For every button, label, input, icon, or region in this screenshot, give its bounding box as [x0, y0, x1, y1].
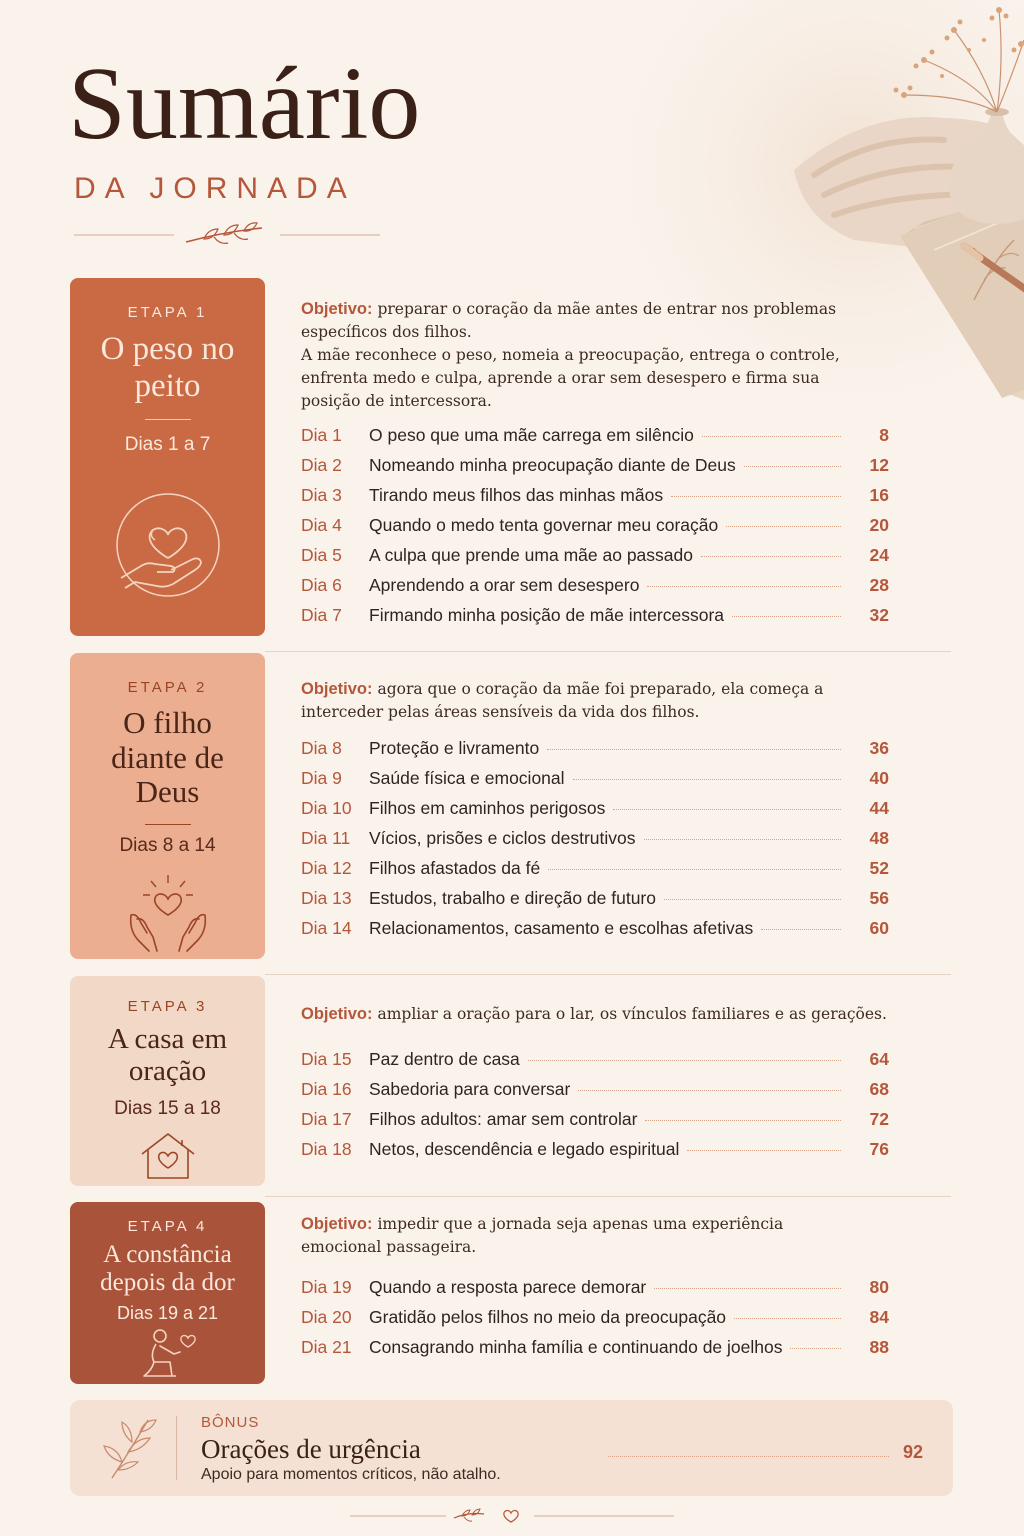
item-title: Gratidão pelos filhos no meio da preocupação	[369, 1307, 727, 1327]
day-label: Dia 10	[301, 798, 352, 818]
list-item[interactable]	[301, 575, 889, 605]
etapa-label: ETAPA 1	[127, 304, 208, 321]
item-title: Relacionamentos, casamento e escolhas afetivas	[369, 918, 754, 938]
dot-leader	[671, 496, 841, 497]
page-number: 24	[869, 545, 889, 565]
etapa-4-objective	[301, 1213, 861, 1259]
kneeling-person-heart-icon	[136, 1326, 200, 1380]
etapa-days: Dias 19 a 21	[116, 1303, 219, 1323]
objective-extra-text: A mãe reconhece o peso, nomeia a preocupação, entrega o controle, enfrenta medo e culpa, aprende a orar sem desespero e firma sua posição de intercessora.	[301, 346, 840, 410]
page-number: 20	[869, 515, 889, 535]
list-item[interactable]	[301, 515, 889, 545]
etapa-3-objective	[301, 1003, 921, 1026]
list-item[interactable]	[301, 1277, 889, 1307]
day-label: Dia 12	[301, 858, 352, 878]
objective-text: ampliar a oração para o lar, os vínculos familiares e as gerações.	[377, 1005, 887, 1023]
bonus-card[interactable]	[70, 1400, 953, 1496]
page-number: 84	[869, 1307, 889, 1327]
page-number: 60	[869, 918, 889, 938]
objective-key: Objetivo:	[301, 1215, 373, 1233]
day-label: Dia 5	[301, 545, 342, 565]
item-title: Firmando minha posição de mãe intercessora	[369, 605, 725, 625]
etapa-label: ETAPA 4	[127, 1218, 208, 1235]
dot-leader	[732, 616, 841, 617]
day-label: Dia 13	[301, 888, 352, 908]
dot-leader	[645, 1120, 841, 1121]
page-number: 44	[869, 798, 889, 818]
item-title: Filhos adultos: amar sem controlar	[369, 1109, 638, 1129]
day-label: Dia 16	[301, 1079, 352, 1099]
praying-hands-heart-icon	[123, 871, 213, 955]
list-item[interactable]	[301, 485, 889, 515]
item-title: Quando o medo tenta governar meu coração	[369, 515, 719, 535]
etapa-4-list	[301, 1277, 889, 1367]
etapa-2-objective	[301, 678, 861, 724]
etapa-name: O filho diante de Deus	[111, 705, 224, 810]
dot-leader	[744, 466, 841, 467]
objective-text: agora que o coração da mãe foi preparado, ela começa a interceder pelas áreas sensíveis da vida dos filhos.	[301, 680, 824, 721]
bonus-label: BÔNUS	[201, 1414, 260, 1431]
bonus-divider	[176, 1416, 177, 1480]
day-label: Dia 20	[301, 1307, 352, 1327]
dot-leader	[687, 1150, 841, 1151]
item-title: Paz dentro de casa	[369, 1049, 520, 1069]
etapa-2-list	[301, 738, 889, 948]
heart-in-hand-icon	[113, 490, 223, 600]
objective-key: Objetivo:	[301, 300, 373, 318]
dot-leader	[548, 869, 841, 870]
page-number: 32	[869, 605, 889, 625]
etapa-days: Dias 8 a 14	[119, 835, 216, 857]
etapa-4-card	[70, 1202, 265, 1384]
etapa-label: ETAPA 3	[127, 998, 208, 1015]
bonus-subtitle: Apoio para momentos críticos, não atalho.	[201, 1466, 501, 1483]
etapa-days: Dias 1 a 7	[124, 433, 211, 455]
list-item[interactable]	[301, 1049, 889, 1079]
list-item[interactable]	[301, 918, 889, 948]
dot-leader	[608, 1456, 889, 1457]
item-title: Aprendendo a orar sem desespero	[369, 575, 640, 595]
etapa-divider	[145, 824, 191, 825]
list-item[interactable]	[301, 858, 889, 888]
dot-leader	[578, 1090, 841, 1091]
list-item[interactable]	[301, 768, 889, 798]
page-number: 68	[869, 1079, 889, 1099]
day-label: Dia 8	[301, 738, 342, 758]
list-item[interactable]	[301, 1109, 889, 1139]
dot-leader	[654, 1288, 841, 1289]
list-item[interactable]	[301, 888, 889, 918]
item-title: Proteção e livramento	[369, 738, 540, 758]
item-title: Estudos, trabalho e direção de futuro	[369, 888, 656, 908]
bonus-page-number: 92	[902, 1442, 923, 1462]
page-number: 28	[869, 575, 889, 595]
day-label: Dia 3	[301, 485, 342, 505]
etapa-2-section	[265, 651, 951, 975]
item-title: Tirando meus filhos das minhas mãos	[369, 485, 664, 505]
item-title: Filhos afastados da fé	[369, 858, 541, 878]
list-item[interactable]	[301, 545, 889, 575]
list-item[interactable]	[301, 828, 889, 858]
etapa-1-section	[265, 277, 951, 651]
dot-leader	[761, 929, 841, 930]
dot-leader	[734, 1318, 841, 1319]
list-item[interactable]	[301, 1307, 889, 1337]
etapa-3-card	[70, 976, 265, 1186]
etapa-4-section	[265, 1196, 951, 1392]
dot-leader	[613, 809, 841, 810]
footer-divider-heart-icon	[350, 1504, 674, 1528]
day-label: Dia 11	[301, 828, 351, 848]
objective-key: Objetivo:	[301, 1005, 373, 1023]
etapa-days: Dias 15 a 18	[114, 1097, 221, 1119]
list-item[interactable]	[301, 798, 889, 828]
page-subtitle: DA JORNADA	[74, 172, 356, 205]
day-label: Dia 19	[301, 1277, 352, 1297]
page-number: 8	[879, 425, 889, 445]
page-title: Sumário	[68, 46, 421, 161]
dot-leader	[528, 1060, 841, 1061]
dot-leader	[790, 1348, 841, 1349]
etapa-name: A casa em oração	[107, 1023, 228, 1088]
item-title: Filhos em caminhos perigosos	[369, 798, 606, 818]
day-label: Dia 18	[301, 1139, 352, 1159]
objective-key: Objetivo:	[301, 680, 373, 698]
etapa-name: O peso no peito	[100, 331, 235, 404]
day-label: Dia 21	[301, 1337, 352, 1357]
list-item[interactable]	[301, 1337, 889, 1367]
page-number: 16	[869, 485, 889, 505]
page-number: 80	[869, 1277, 889, 1297]
house-heart-icon	[138, 1130, 198, 1180]
dot-leader	[664, 899, 841, 900]
etapa-name: A constância depois da dor	[100, 1241, 235, 1296]
etapa-1-list	[301, 425, 889, 635]
dot-leader	[644, 839, 842, 840]
list-item[interactable]	[301, 1139, 889, 1169]
item-title: Netos, descendência e legado espiritual	[369, 1139, 680, 1159]
dot-leader	[702, 436, 841, 437]
etapa-2-card	[70, 653, 265, 959]
list-item[interactable]	[301, 605, 889, 635]
day-label: Dia 6	[301, 575, 342, 595]
page-number: 76	[869, 1139, 889, 1159]
item-title: O peso que uma mãe carrega em silêncio	[369, 425, 694, 445]
list-item[interactable]	[301, 455, 889, 485]
page-number: 64	[869, 1049, 889, 1069]
objective-text: impedir que a jornada seja apenas uma experiência emocional passageira.	[301, 1215, 784, 1256]
list-item[interactable]	[301, 425, 889, 455]
day-label: Dia 17	[301, 1109, 352, 1129]
dot-leader	[726, 526, 841, 527]
item-title: A culpa que prende uma mãe ao passado	[369, 545, 693, 565]
etapa-3-section	[265, 974, 951, 1196]
item-title: Nomeando minha preocupação diante de Deus	[369, 455, 736, 475]
item-title: Sabedoria para conversar	[369, 1079, 571, 1099]
dot-leader	[573, 779, 841, 780]
etapa-label: ETAPA 2	[127, 679, 208, 696]
item-title: Quando a resposta parece demorar	[369, 1277, 647, 1297]
item-title: Vícios, prisões e ciclos destrutivos	[369, 828, 636, 848]
day-label: Dia 2	[301, 455, 342, 475]
etapa-1-objective	[301, 298, 861, 413]
bonus-title: Orações de urgência	[201, 1434, 421, 1464]
dot-leader	[547, 749, 841, 750]
page-number: 56	[869, 888, 889, 908]
page-number: 40	[869, 768, 889, 788]
etapa-1-card	[70, 278, 265, 636]
list-item[interactable]	[301, 1079, 889, 1109]
day-label: Dia 4	[301, 515, 342, 535]
dot-leader	[647, 586, 841, 587]
page-number: 88	[869, 1337, 889, 1357]
header-divider-leaf-icon	[74, 220, 380, 250]
leaf-branch-icon	[100, 1414, 160, 1482]
page-number: 72	[869, 1109, 889, 1129]
page-number: 36	[869, 738, 889, 758]
dot-leader	[701, 556, 841, 557]
etapa-divider	[145, 419, 191, 420]
page-number: 48	[869, 828, 889, 848]
day-label: Dia 15	[301, 1049, 352, 1069]
day-label: Dia 14	[301, 918, 352, 938]
day-label: Dia 7	[301, 605, 342, 625]
page-number: 52	[869, 858, 889, 878]
etapa-3-list	[301, 1049, 889, 1169]
objective-text: preparar o coração da mãe antes de entrar nos problemas específicos dos filhos.	[301, 300, 837, 341]
page-number: 12	[869, 455, 889, 475]
list-item[interactable]	[301, 738, 889, 768]
item-title: Consagrando minha família e continuando de joelhos	[369, 1337, 783, 1357]
item-title: Saúde física e emocional	[369, 768, 565, 788]
day-label: Dia 9	[301, 768, 342, 788]
day-label: Dia 1	[301, 425, 342, 445]
